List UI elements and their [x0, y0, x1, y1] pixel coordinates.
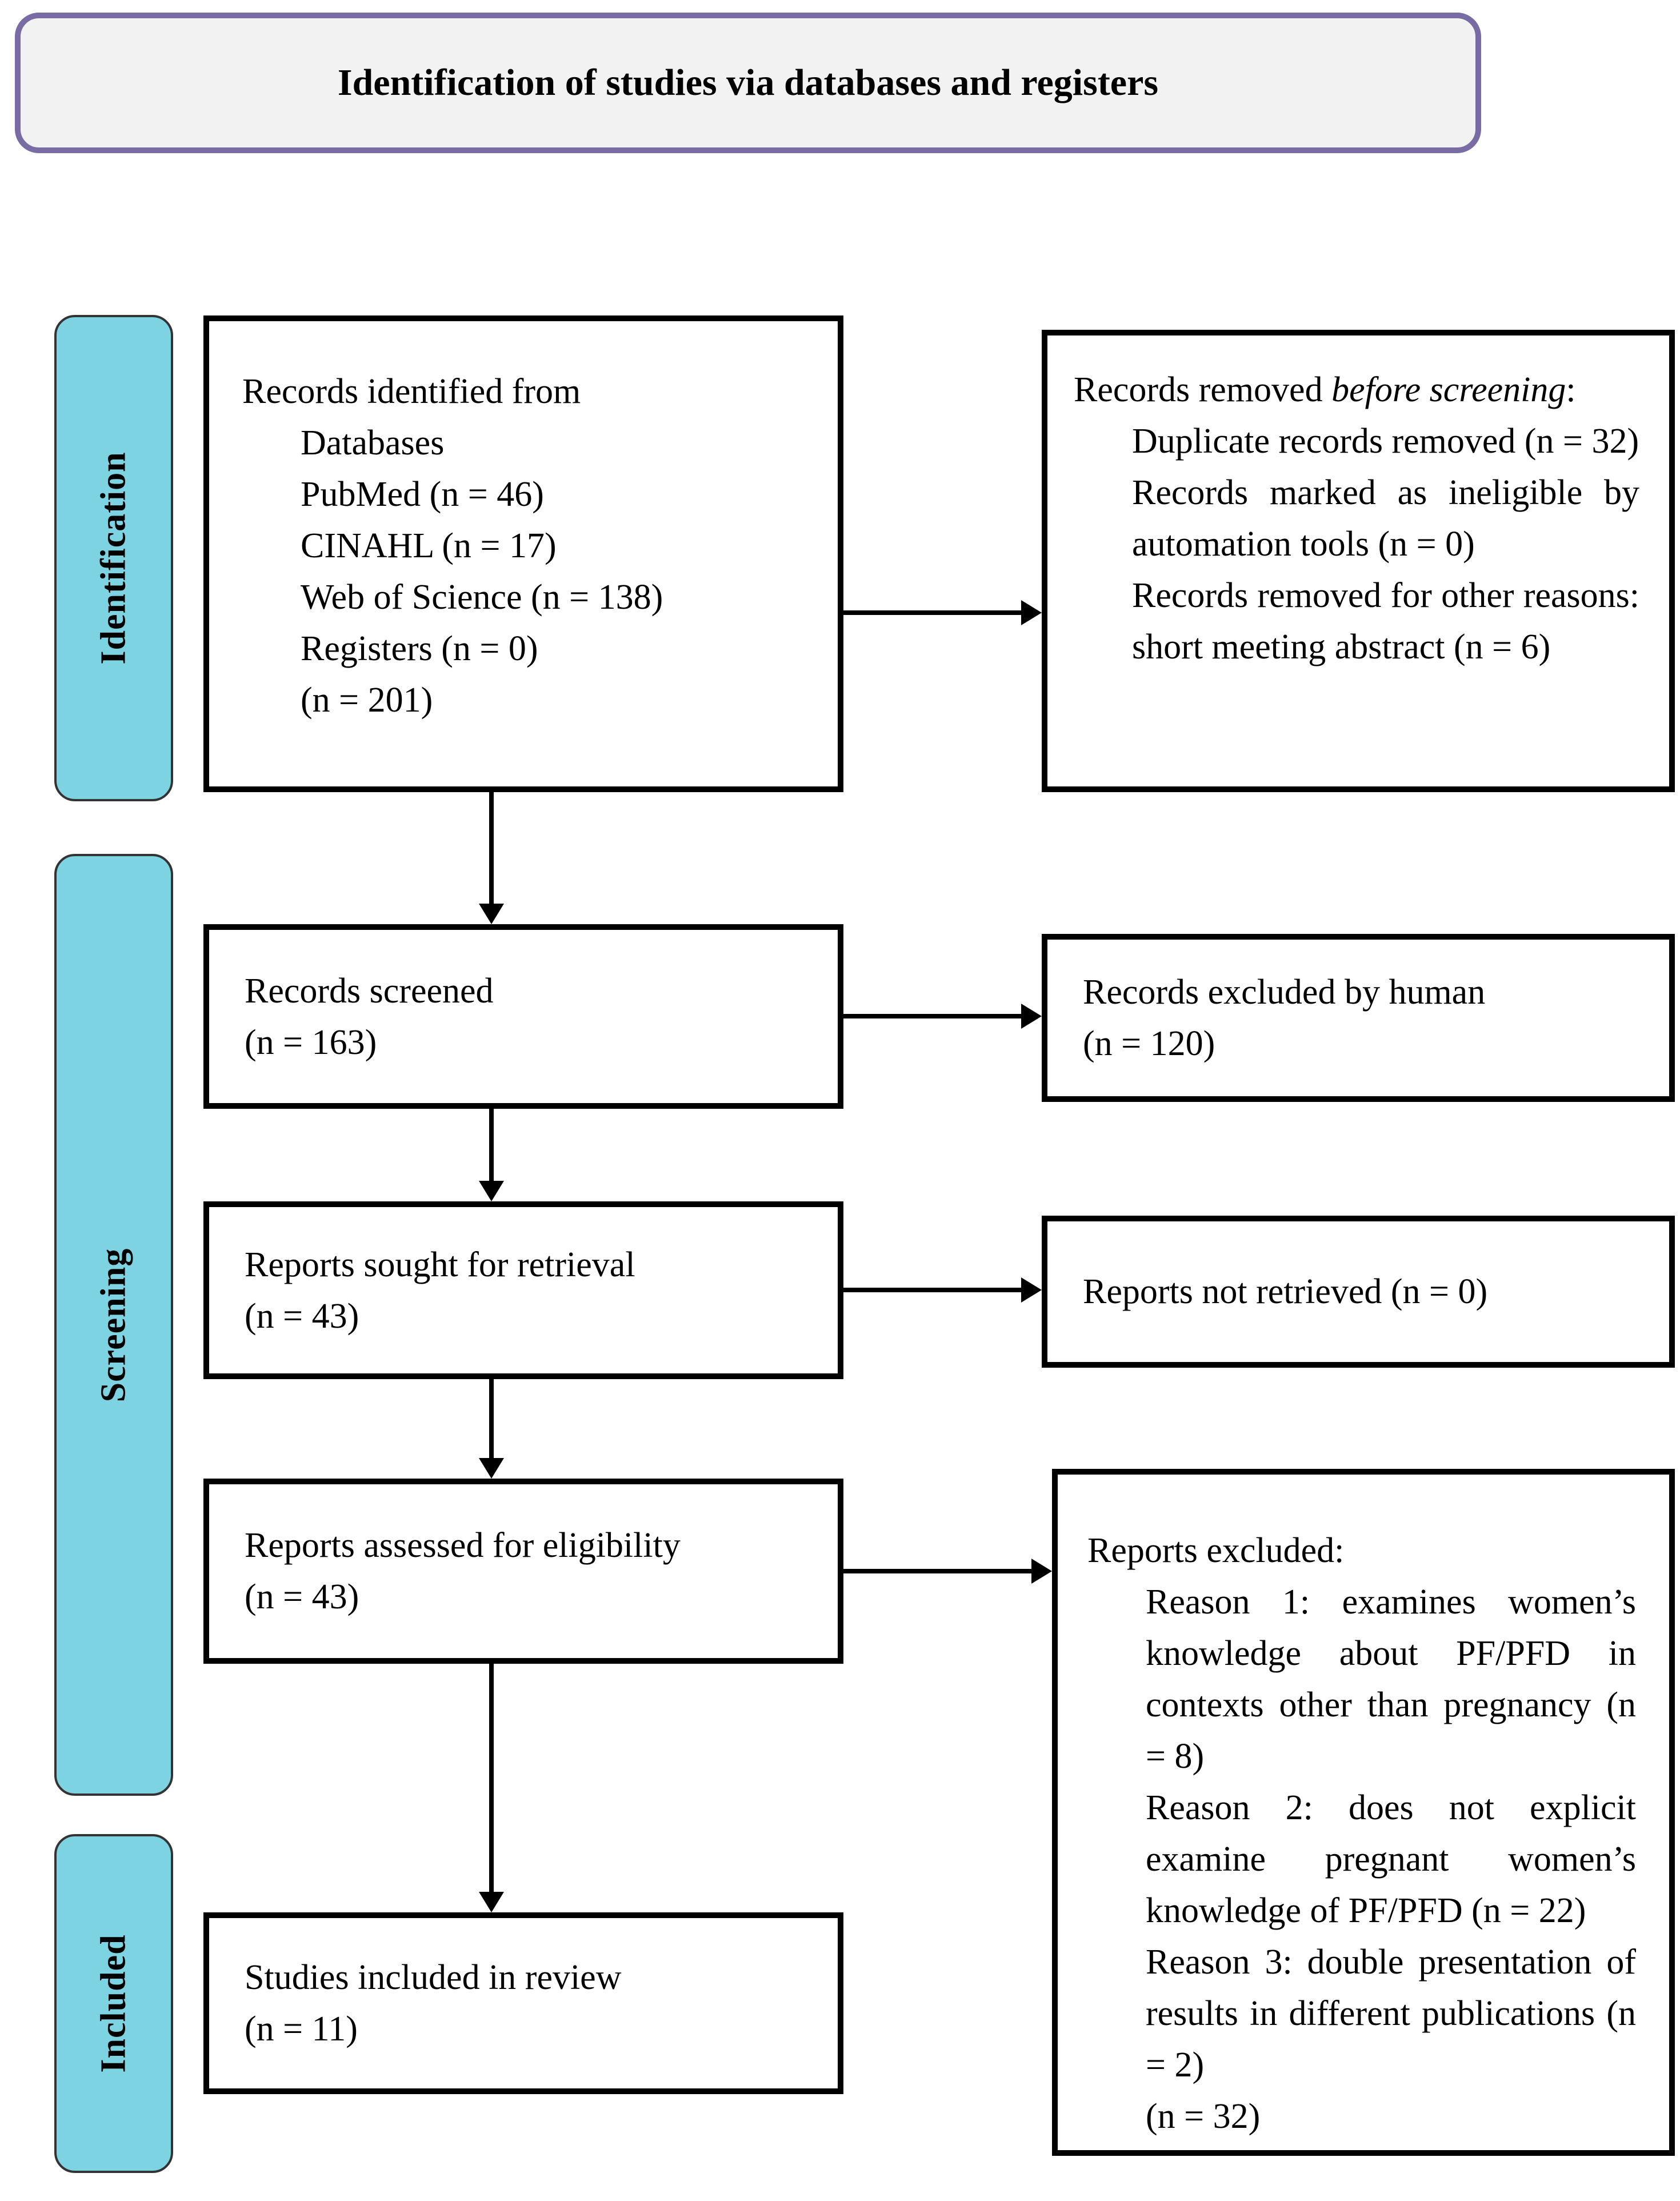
diagram-title: Identification of studies via databases and registers	[337, 62, 1159, 103]
records-removed-item-automation: Records marked as ineligible by automation tools (n = 0)	[1132, 473, 1639, 564]
records-removed-heading	[1074, 364, 1639, 416]
studies-included-count: (n = 11)	[245, 2010, 358, 2048]
arrow-sought-to-assessed-head	[479, 1458, 504, 1479]
records-identified-line-cinahl: CINAHL (n = 17)	[301, 526, 557, 565]
arrow-assessed-to-included-head	[479, 1892, 504, 1912]
studies-included-label: Studies included in review	[245, 1958, 622, 1997]
reports-sought-count: (n = 43)	[245, 1296, 359, 1336]
records-excluded-count: (n = 120)	[1083, 1024, 1215, 1063]
arrow-identified-to-screened-line	[489, 792, 494, 904]
box-reports-excluded	[1052, 1469, 1675, 2156]
records-screened-count: (n = 163)	[245, 1022, 377, 1062]
reports-assessed-label: Reports assessed for eligibility	[245, 1526, 681, 1565]
reports-excluded-reason-1: Reason 1: examines women’s knowledge about PF/PFD in contexts other than pregnancy (n = 8)	[1146, 1583, 1636, 1776]
arrow-screened-to-sought-line	[489, 1109, 494, 1181]
arrow-sought-to-notretrieved-head	[1021, 1277, 1042, 1303]
stage-label-identification-text: Identification	[94, 452, 133, 665]
arrow-identified-to-removed-head	[1021, 600, 1042, 625]
records-removed-heading-suffix: :	[1566, 370, 1576, 409]
records-screened-label: Records screened	[245, 971, 494, 1010]
stage-label-identification	[54, 315, 173, 801]
records-identified-line-total: (n = 201)	[301, 681, 433, 720]
stage-label-included-text: Included	[94, 1934, 133, 2073]
box-reports-not-retrieved	[1042, 1216, 1675, 1368]
box-studies-included	[203, 1912, 843, 2094]
box-records-excluded-by-human	[1042, 934, 1675, 1102]
reports-not-retrieved-label: Reports not retrieved (n = 0)	[1083, 1272, 1488, 1311]
records-identified-line-databases: Databases	[301, 424, 445, 462]
box-records-identified	[203, 315, 843, 792]
box-reports-assessed	[203, 1479, 843, 1664]
arrow-screened-to-excluded-head	[1021, 1004, 1042, 1029]
records-excluded-label: Records excluded by human	[1083, 973, 1486, 1012]
records-removed-heading-italic: before screening	[1331, 370, 1566, 409]
reports-excluded-heading: Reports excluded:	[1087, 1531, 1345, 1570]
box-records-removed	[1042, 330, 1675, 792]
records-identified-line-wos: Web of Science (n = 138)	[301, 578, 663, 617]
diagram-title-box	[15, 13, 1481, 153]
arrow-assessed-to-reportsexcluded-line	[843, 1569, 1031, 1573]
reports-excluded-total: (n = 32)	[1146, 2097, 1261, 2136]
arrow-sought-to-notretrieved-line	[843, 1288, 1021, 1292]
records-removed-heading-prefix: Records removed	[1074, 370, 1332, 409]
arrow-assessed-to-reportsexcluded-head	[1031, 1559, 1052, 1584]
arrow-sought-to-assessed-line	[489, 1379, 494, 1458]
arrow-assessed-to-included-line	[489, 1664, 494, 1892]
records-identified-heading: Records identified from	[242, 372, 581, 411]
arrow-identified-to-screened-head	[479, 904, 504, 924]
reports-assessed-count: (n = 43)	[245, 1577, 359, 1616]
reports-sought-label: Reports sought for retrieval	[245, 1245, 635, 1284]
arrow-screened-to-excluded-line	[843, 1014, 1021, 1018]
records-identified-line-registers: Registers (n = 0)	[301, 629, 538, 668]
arrow-identified-to-removed-line	[843, 610, 1021, 615]
stage-label-screening	[54, 854, 173, 1796]
stage-label-screening-text: Screening	[94, 1248, 133, 1402]
records-identified-line-pubmed: PubMed (n = 46)	[301, 475, 544, 514]
stage-label-included	[54, 1834, 173, 2173]
reports-excluded-reason-2: Reason 2: does not explicit examine pregnant women’s knowledge of PF/PFD (n = 22)	[1146, 1788, 1636, 1930]
reports-excluded-reason-3: Reason 3: double presentation of results in different publications (n = 2)	[1146, 1943, 1636, 2084]
box-records-screened	[203, 924, 843, 1109]
box-reports-sought	[203, 1201, 843, 1379]
records-removed-item-duplicates: Duplicate records removed (n = 32)	[1132, 422, 1639, 461]
arrow-screened-to-sought-head	[479, 1181, 504, 1201]
records-removed-item-other: Records removed for other reasons: short meeting abstract (n = 6)	[1132, 576, 1639, 666]
